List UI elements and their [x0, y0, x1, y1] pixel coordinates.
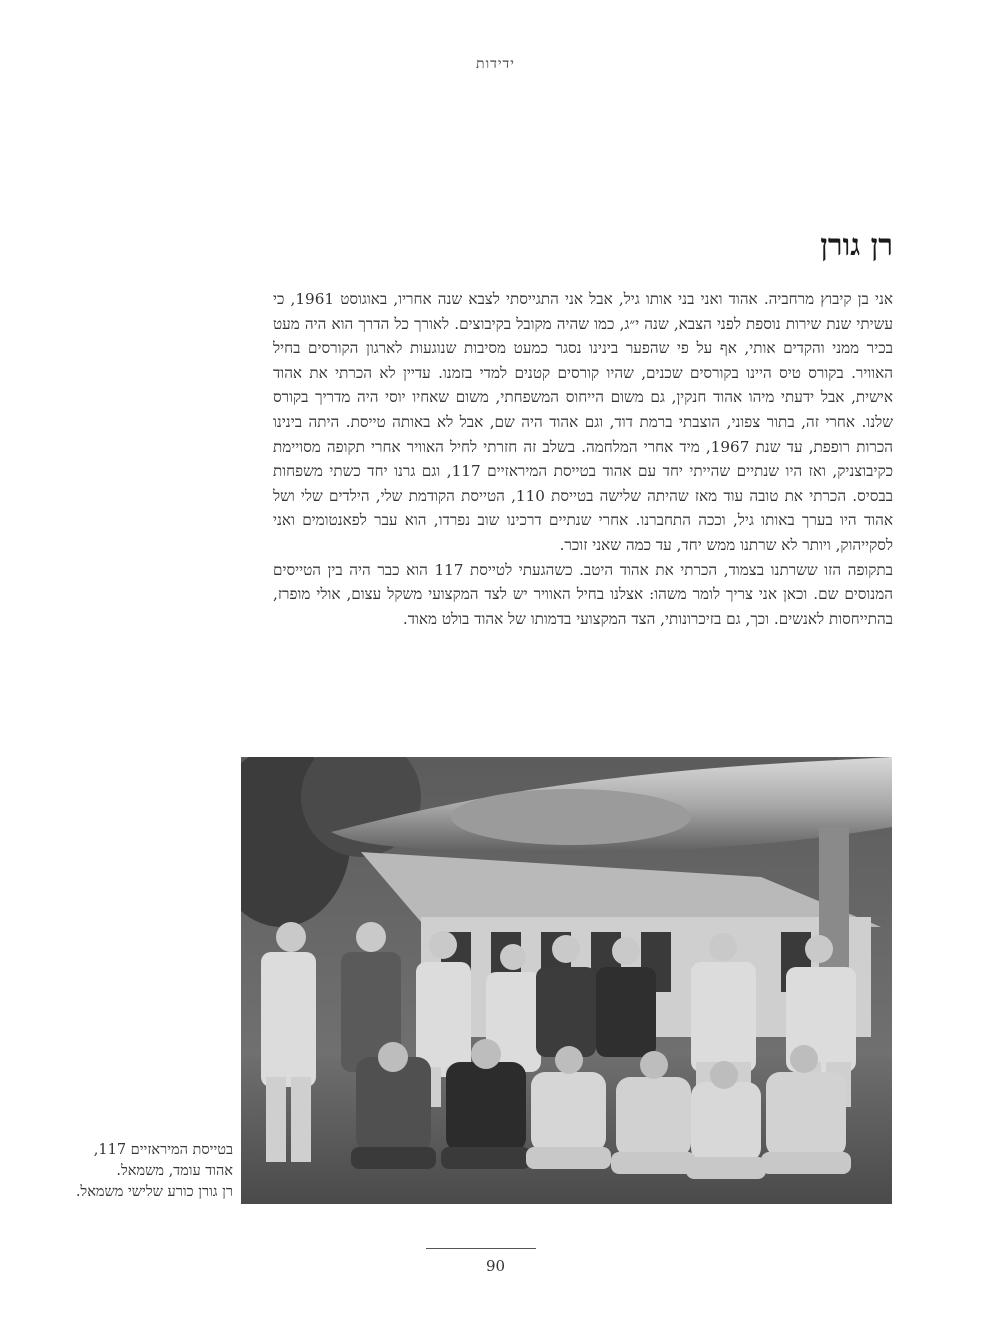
squadron-group-photo	[241, 757, 892, 1204]
article-body	[273, 287, 893, 631]
page-number: 90	[485, 1257, 506, 1275]
paragraph-2: בתקופה הזו ששרתנו בצמוד, הכרתי את אהוד היטב. כשהגעתי לטייסת 117 הוא כבר היה בין הטייסים המנוסים שם. וכאן אני צריך לומר משהו: אצלנו בחיל האוויר יש לצד המקצועי משקל עצום, אולי מופרז, בהתייחסות לאנשים. וכך, גם בזיכרונותי, הצד המקצועי בדמותו של אהוד בולט מאוד.	[273, 560, 893, 628]
caption-line: רן גורן כורע שלישי משמאל.	[75, 1184, 233, 1200]
running-header: ידידות	[476, 56, 515, 72]
article-title: רן גורן	[820, 228, 893, 263]
caption-line: בטייסת המיראזיים 117,	[93, 1142, 233, 1158]
footer-divider	[426, 1248, 536, 1249]
photo-caption	[48, 1140, 233, 1203]
caption-line: אהוד עומד, משמאל.	[116, 1163, 233, 1179]
paragraph-1: אני בן קיבוץ מרחביה. אהוד ואני בני אותו גיל, אבל אני התגייסתי לצבא שנה אחריו, באוגוסט 1961, כי עשיתי שנת שירות נוספת לפני הצבא, שנה י״ג, כמו שהיה מקובל בקיבוצים. לאורך כל הדרך הוא היה מעט בכיר ממני והקדים אותי, אף על פי שהפער בינינו נסגר כמעט מסיבות שנוגעות לארגון הקורסים בחיל האוויר. בקורס טיס היינו בקורסים שכנים, שהיו קורסים קטנים למדי בזמנו. עדיין לא הכרתי את אהוד אישית, אבל ידעתי מיהו אהוד חנקין, גם משום הייחוס המשפחתי, משום שאחיו יוסי היה מדריך בקורס שלנו. אחרי זה, בתור צפוני, הוצבתי ברמת דוד, וגם אהוד היה שם, אבל לא באותה טייסת. היתה בינינו הכרות רופפת, עד שנת 1967, מיד אחרי המלחמה. בשלב זה חזרתי לחיל האוויר אחרי תקופה מסויימת כקיבוצניק, ואז היו שנתיים שהייתי יחד עם אהוד בטייסת המיראזיים 117, וגם גרנו יחד כשתי משפחות בבסיס. הכרתי את טובה עוד מאז שהיתה שלישה בטייסת 110, הטייסת הקודמת שלי, הילדים שלי ושל אהוד היו בערך באותו גיל, וככה התחברנו. אחרי שנתיים דרכינו שוב נפרדו, הוא עבר לפאנטומים ואני לסקייהוק, ויותר לא שרתנו ממש יחד, עד כמה שאני זוכר.	[273, 290, 894, 554]
